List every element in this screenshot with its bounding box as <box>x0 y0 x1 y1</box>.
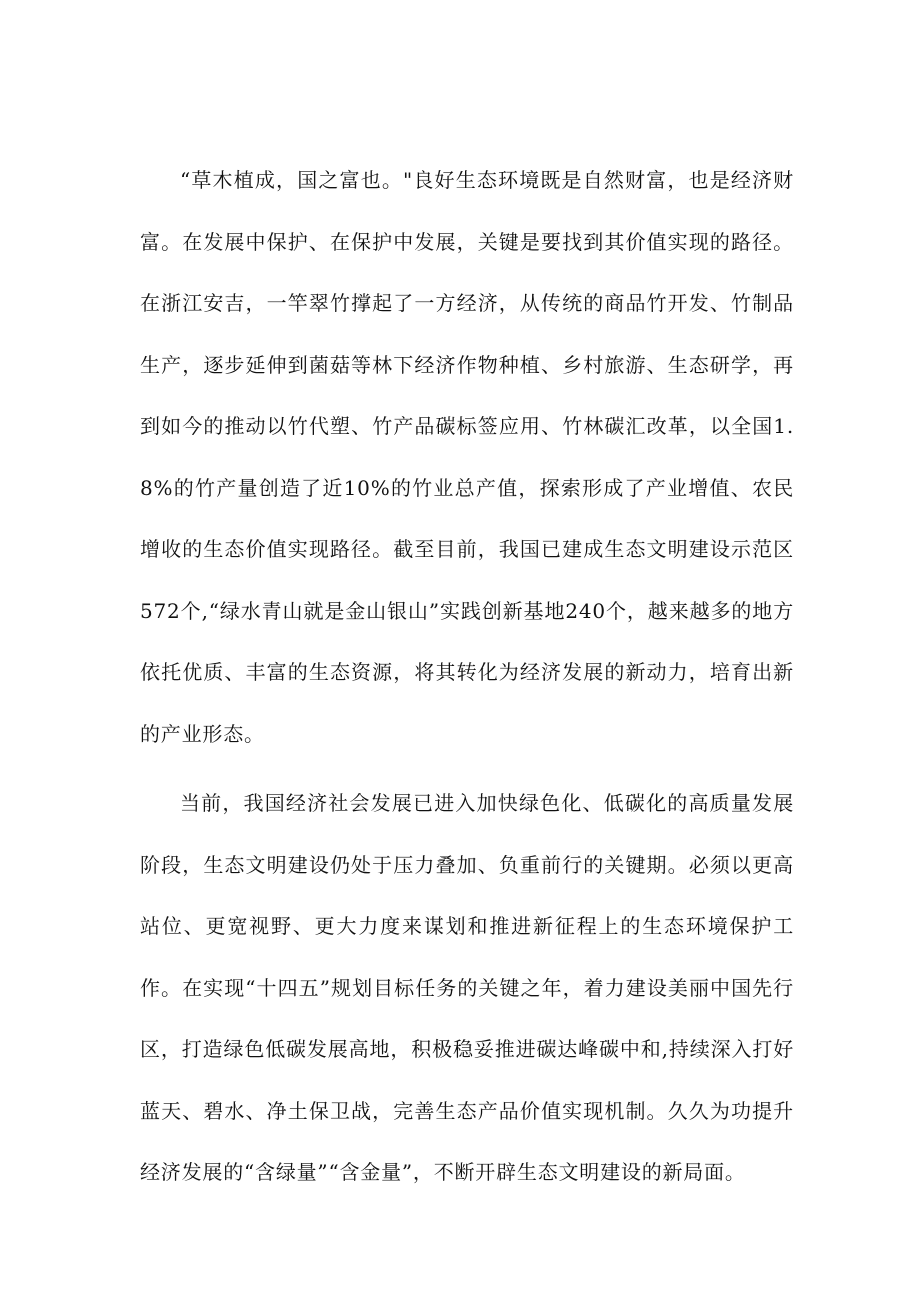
paragraph-ecology-wealth: “草木植成，国之富也。"良好生态环境既是自然财富，也是经济财富。在发展中保护、在保护中发展，关键是要找到其价值实现的路径。在浙江安吉，一竿翠竹撑起了一方经济，从传统的商品竹开发、竹制品生产，逐步延伸到菌菇等林下经济作物种植、乡村旅游、生态研学，再到如今的推动以竹代塑、竹产品碳标签应用、竹林碳汇改革，以全国1.8%的竹产量创造了近10%的竹业总产值，探索形成了产业增值、农民增收的生态价值实现路径。截至目前，我国已建成生态文明建设示范区572个,“绿水青山就是金山银山”实践创新基地240个，越来越多的地方依托优质、丰富的生态资源，将其转化为经济发展的新动力，培育出新的产业形态。 <box>140 168 794 746</box>
document-body <box>140 150 794 1204</box>
paragraph-green-development: 当前，我国经济社会发展已进入加快绿色化、低碳化的高质量发展阶段，生态文明建设仍处于压力叠加、负重前行的关键期。必须以更高站位、更宽视野、更大力度来谋划和推进新征程上的生态环境保护工作。在实现“十四五”规划目标任务的关键之年，着力建设美丽中国先行区，打造绿色低碳发展高地，积极稳妥推进碳达峰碳中和,持续深入打好蓝天、碧水、净土保卫战，完善生态产品价值实现机制。久久为功提升经济发展的“含绿量”“含金量”，不断开辟生态文明建设的新局面。 <box>140 791 794 1184</box>
